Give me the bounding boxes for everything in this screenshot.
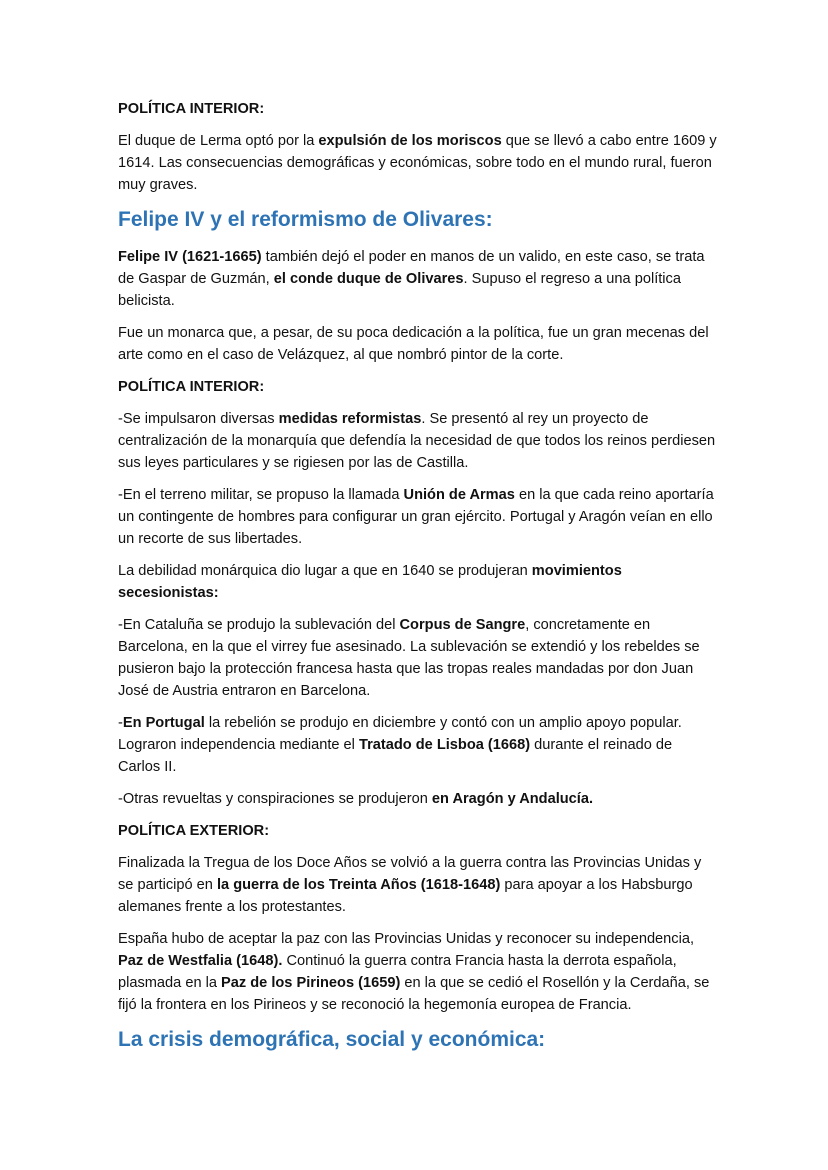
bold-text: en Aragón y Andalucía. bbox=[431, 791, 594, 807]
text-run: -En el terreno militar, se propuso la llamada bbox=[118, 487, 404, 503]
paragraph bbox=[118, 246, 718, 312]
paragraph bbox=[118, 408, 718, 474]
text-run: - bbox=[118, 715, 123, 731]
bold-text: Corpus de Sangre bbox=[399, 617, 526, 633]
text-run: El duque de Lerma optó por la bbox=[118, 133, 319, 149]
bold-text: Tratado de Lisboa (1668) bbox=[358, 737, 531, 753]
text-run: , concretamente en Barcelona, en la que el virrey fue asesinado. La sublevación se extendió y los rebeldes se pusieron bajo la protección francesa hasta que las tropas reales mandadas por don Juan José de Austria entraron en Barcelona. bbox=[118, 617, 700, 699]
bold-text: En Portugal bbox=[122, 715, 205, 731]
section-heading: La crisis demográfica, social y económica: bbox=[118, 1028, 546, 1051]
subsection-heading: POLÍTICA INTERIOR: bbox=[118, 379, 265, 395]
text-run: -Otras revueltas y conspiraciones se produjeron bbox=[118, 791, 432, 807]
bold-text: expulsión de los moriscos bbox=[318, 133, 502, 149]
text-run: Finalizada la Tregua de los Doce Años se volvió a la guerra contra las Provincias Unidas y se participó en bbox=[118, 855, 702, 893]
text-run: . Se presentó al rey un proyecto de centralización de la monarquía que defendía la necesidad de que todos los reinos perdiesen sus leyes particulares y se rigiesen por las de Castilla. bbox=[118, 411, 716, 471]
section-heading: Felipe IV y el reformismo de Olivares: bbox=[118, 208, 493, 231]
bold-text: medidas reformistas bbox=[278, 411, 422, 427]
text-run: en la que se cedió el Rosellón y la Cerdaña, se fijó la frontera en los Pirineos y se reconoció la hegemonía europea de Francia. bbox=[118, 975, 710, 1013]
bold-text: Paz de los Pirineos (1659) bbox=[221, 975, 401, 991]
subsection-heading: POLÍTICA EXTERIOR: bbox=[118, 823, 270, 839]
text-run: . Supuso el regreso a una política belicista. bbox=[118, 271, 681, 309]
text-run: durante el reinado de Carlos II. bbox=[118, 737, 673, 775]
paragraph bbox=[118, 852, 718, 918]
text-run: la rebelión se produjo en diciembre y contó con un amplio apoyo popular. Lograron independencia mediante el bbox=[118, 715, 682, 753]
text-run: La debilidad monárquica dio lugar a que en 1640 se produjeran bbox=[118, 563, 532, 579]
text-run: en la que cada reino aportaría un contingente de hombres para configurar un gran ejército. Portugal y Aragón veían en ello un recorte de sus libertades. bbox=[118, 487, 714, 547]
paragraph bbox=[118, 322, 718, 366]
text-run: -Se impulsaron diversas bbox=[118, 411, 279, 427]
paragraph bbox=[118, 928, 718, 1016]
text-run: también dejó el poder en manos de un valido, en este caso, se trata de Gaspar de Guzmán, bbox=[118, 249, 705, 287]
text-run: Fue un monarca que, a pesar, de su poca dedicación a la política, fue un gran mecenas del arte como en el caso de Velázquez, al que nombró pintor de la corte. bbox=[118, 325, 709, 363]
paragraph bbox=[118, 484, 718, 550]
subsection-heading: POLÍTICA INTERIOR: bbox=[118, 101, 265, 117]
paragraph bbox=[118, 712, 718, 778]
text-run: que se llevó a cabo entre 1609 y 1614. Las consecuencias demográficas y económicas, sobre todo en el mundo rural, fueron muy graves. bbox=[118, 133, 717, 193]
paragraph bbox=[118, 130, 718, 196]
bold-text: Unión de Armas bbox=[403, 487, 515, 503]
bold-text: movimientos secesionistas: bbox=[118, 563, 622, 601]
text-run: para apoyar a los Habsburgo alemanes frente a los protestantes. bbox=[118, 877, 693, 915]
text-run: -En Cataluña se produjo la sublevación del bbox=[118, 617, 400, 633]
bold-text: el conde duque de Olivares bbox=[273, 271, 464, 287]
text-run: España hubo de aceptar la paz con las Provincias Unidas y reconocer su independencia, bbox=[118, 931, 695, 947]
paragraph bbox=[118, 788, 718, 810]
bold-text: Paz de Westfalia (1648). bbox=[118, 953, 283, 969]
document-body bbox=[118, 98, 718, 1066]
bold-text: Felipe IV (1621-1665) bbox=[118, 249, 262, 265]
bold-text: la guerra de los Treinta Años (1618-1648) bbox=[216, 877, 501, 893]
text-run: Continuó la guerra contra Francia hasta la derrota española, plasmada en la bbox=[118, 953, 677, 991]
paragraph bbox=[118, 560, 718, 604]
paragraph bbox=[118, 614, 718, 702]
